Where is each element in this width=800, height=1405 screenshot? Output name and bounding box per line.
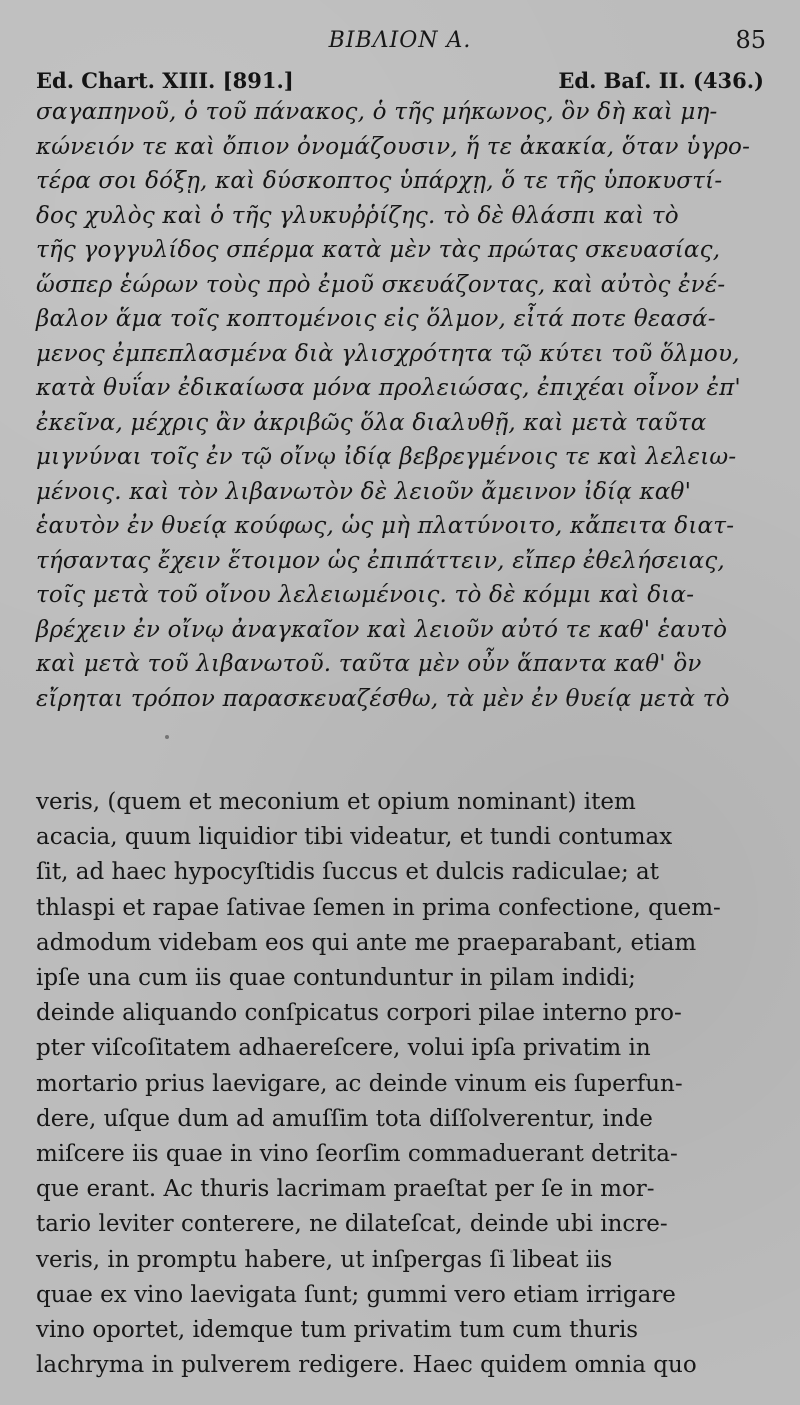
greek-text-line-text: ὥσπερ ἑώρων τοὺς πρὸ ἐμοῦ σκευάζοντας, καὶ αὐτὸς ἐνέ- — [36, 271, 726, 298]
latin-text-line-text: deinde aliquando conſpicatus corpori pilae interno pro- — [36, 1000, 682, 1027]
greek-text-line-text: δος χυλὸς καὶ ὁ τῆς γλυκυῤῥίζης. τὸ δὲ θλάσπι καὶ τὸ — [36, 202, 679, 229]
greek-text-line — [36, 509, 768, 544]
latin-text-line — [36, 1313, 766, 1348]
latin-text-line — [36, 891, 766, 926]
greek-text-line — [36, 682, 768, 717]
greek-text-line — [36, 130, 768, 165]
greek-text-line-text: ἑαυτὸν ἐν θυείᾳ κούφως, ὡς μὴ πλατύνοιτο, κἄπειτα διατ- — [36, 513, 735, 539]
greek-text-line-text: τήσαντας ἔχειν ἕτοιμον ὡς ἐπιπάττειν, εἴπερ ἐθελήσειας, — [36, 547, 725, 574]
greek-text-line — [36, 95, 768, 130]
edition-reference-left: Ed. Chart. XIII. [891.] — [36, 68, 294, 93]
edition-reference-line — [36, 68, 764, 96]
greek-text-line-text: βρέχειν ἐν οἴνῳ ἀναγκαῖον καὶ λειοῦν αὐτό τε καθ' ἑαυτὸ — [36, 616, 728, 643]
greek-text-line — [36, 337, 768, 372]
latin-text-line — [36, 1348, 766, 1383]
latin-text-line — [36, 926, 766, 961]
greek-text-line-text: τέρα σοι δόξῃ, καὶ δύσκοπτος ὑπάρχῃ, ὅ τε τῆς ὑποκυστί- — [36, 168, 723, 194]
latin-text-line-text: ſit, ad haec hypocyſtidis ſuccus et dulcis radiculae; at — [36, 859, 659, 886]
greek-text-line — [36, 578, 768, 613]
greek-text-line-text: τῆς γογγυλίδος σπέρμα κατὰ μὲν τὰς πρώτας σκευασίας, — [36, 237, 721, 263]
greek-text-line-text: μένοις. καὶ τὸν λιβανωτὸν δὲ λειοῦν ἄμεινον ἰδίᾳ καθ' — [36, 478, 692, 505]
latin-text-line-text: quae ex vino laevigata ſunt; gummi vero etiam irrigare — [36, 1281, 676, 1308]
greek-text-line-text: βαλον ἅμα τοῖς κοπτομένοις εἰς ὅλμον, εἶτά ποτε θεασά- — [36, 306, 716, 332]
greek-text-line — [36, 233, 768, 268]
edition-reference-right: Ed. Baſ. II. (436.) — [558, 68, 764, 93]
latin-text-line-text: tario leviter conterere, ne dilateſcat, deinde ubi incre- — [36, 1211, 668, 1238]
latin-text-line-text: veris, (quem et meconium et opium nominant) item — [36, 789, 636, 815]
latin-text-line — [36, 996, 766, 1031]
latin-text-line — [36, 820, 766, 855]
latin-text-block — [36, 785, 766, 1383]
greek-text-line — [36, 544, 768, 579]
greek-text-line — [36, 302, 768, 337]
greek-text-line-text: τοῖς μετὰ τοῦ οἴνου λελειωμένοις. τὸ δὲ κόμμι καὶ δια- — [36, 582, 695, 608]
greek-text-line — [36, 199, 768, 234]
greek-text-block — [36, 95, 768, 716]
latin-text-line-text: vino oportet, idemque tum privatim tum cum thuris — [36, 1317, 639, 1344]
greek-text-line-text: καὶ μετὰ τοῦ λιβανωτοῦ. ταῦτα μὲν οὖν ἅπαντα καθ' ὃν — [36, 651, 702, 677]
latin-text-line-text: que erant. Ac thuris lacrimam praeſtat per ſe in mor- — [36, 1176, 655, 1203]
scan-speck — [165, 735, 169, 739]
greek-text-line-text: κώνειόν τε καὶ ὄπιον ὀνομάζουσιν, ἥ τε ἀκακία, ὅταν ὑγρο- — [36, 133, 751, 160]
latin-text-line-text: admodum videbam eos qui ante me praeparabant, etiam — [36, 929, 697, 956]
latin-text-line-text: ipſe una cum iis quae contunduntur in pilam indidi; — [36, 965, 636, 992]
greek-text-line-text: σαγαπηνοῦ, ὁ τοῦ πάνακος, ὁ τῆς μήκωνος, ὃν δὴ καὶ μη- — [36, 99, 718, 125]
latin-text-line — [36, 1207, 766, 1242]
latin-text-line — [36, 961, 766, 996]
latin-text-line-text: acacia, quum liquidior tibi videatur, et tundi contumax — [36, 824, 673, 851]
greek-text-line — [36, 406, 768, 441]
greek-text-line — [36, 647, 768, 682]
latin-text-line-text: mortario prius laevigare, ac deinde vinum eis ſuperfun- — [36, 1070, 683, 1097]
greek-text-line-text: ἐκεῖνα, μέχρις ἂν ἀκριβῶς ὅλα διαλυθῇ, καὶ μετὰ ταῦτα — [36, 409, 707, 436]
page-header — [0, 22, 800, 62]
greek-text-line — [36, 164, 768, 199]
latin-text-line — [36, 785, 766, 820]
latin-text-line-text: pter viſcoſitatem adhaereſcere, volui ipſa privatim in — [36, 1035, 651, 1062]
latin-text-line-text: dere, uſque dum ad amuſſim tota diſſolverentur, inde — [36, 1105, 653, 1132]
latin-text-line-text: miſcere iis quae in vino ſeorſim commaduerant detrita- — [36, 1141, 678, 1168]
latin-text-line — [36, 1067, 766, 1102]
latin-text-line — [36, 1243, 766, 1278]
greek-text-line-text: εἴρηται τρόπον παρασκευαζέσθω, τὰ μὲν ἐν θυείᾳ μετὰ τὸ — [36, 685, 730, 712]
greek-text-line-text: μενος ἐμπεπλασμένα διὰ γλισχρότητα τῷ κύτει τοῦ ὅλμου, — [36, 340, 740, 367]
running-title: BIBΛΙΟΝ Α. — [328, 28, 472, 53]
greek-text-line — [36, 613, 768, 648]
latin-text-line — [36, 1172, 766, 1207]
greek-text-line-text: κατὰ θυΐαν ἐδικαίωσα μόνα προλειώσας, ἐπιχέαι οἶνον ἐπ' — [36, 375, 741, 401]
greek-text-line-text: μιγνύναι τοῖς ἐν τῷ οἴνῳ ἰδίᾳ βεβρεγμένοις τε καὶ λελειω- — [36, 444, 737, 470]
latin-text-line — [36, 855, 766, 890]
latin-text-line — [36, 1102, 766, 1137]
latin-text-line — [36, 1278, 766, 1313]
latin-text-line — [36, 1137, 766, 1172]
greek-text-line — [36, 268, 768, 303]
latin-text-line-text: veris, in promptu habere, ut inſpergas ſi libeat iis — [36, 1246, 613, 1273]
greek-text-line — [36, 440, 768, 475]
latin-text-line — [36, 1031, 766, 1066]
latin-text-line-text: lachryma in pulverem redigere. Haec quidem omnia quo — [36, 1352, 697, 1379]
greek-text-line — [36, 371, 768, 406]
page-number: 85 — [735, 26, 766, 54]
greek-text-line — [36, 475, 768, 510]
latin-text-line-text: thlaspi et rapae ſativae ſemen in prima confectione, quem- — [36, 894, 721, 921]
